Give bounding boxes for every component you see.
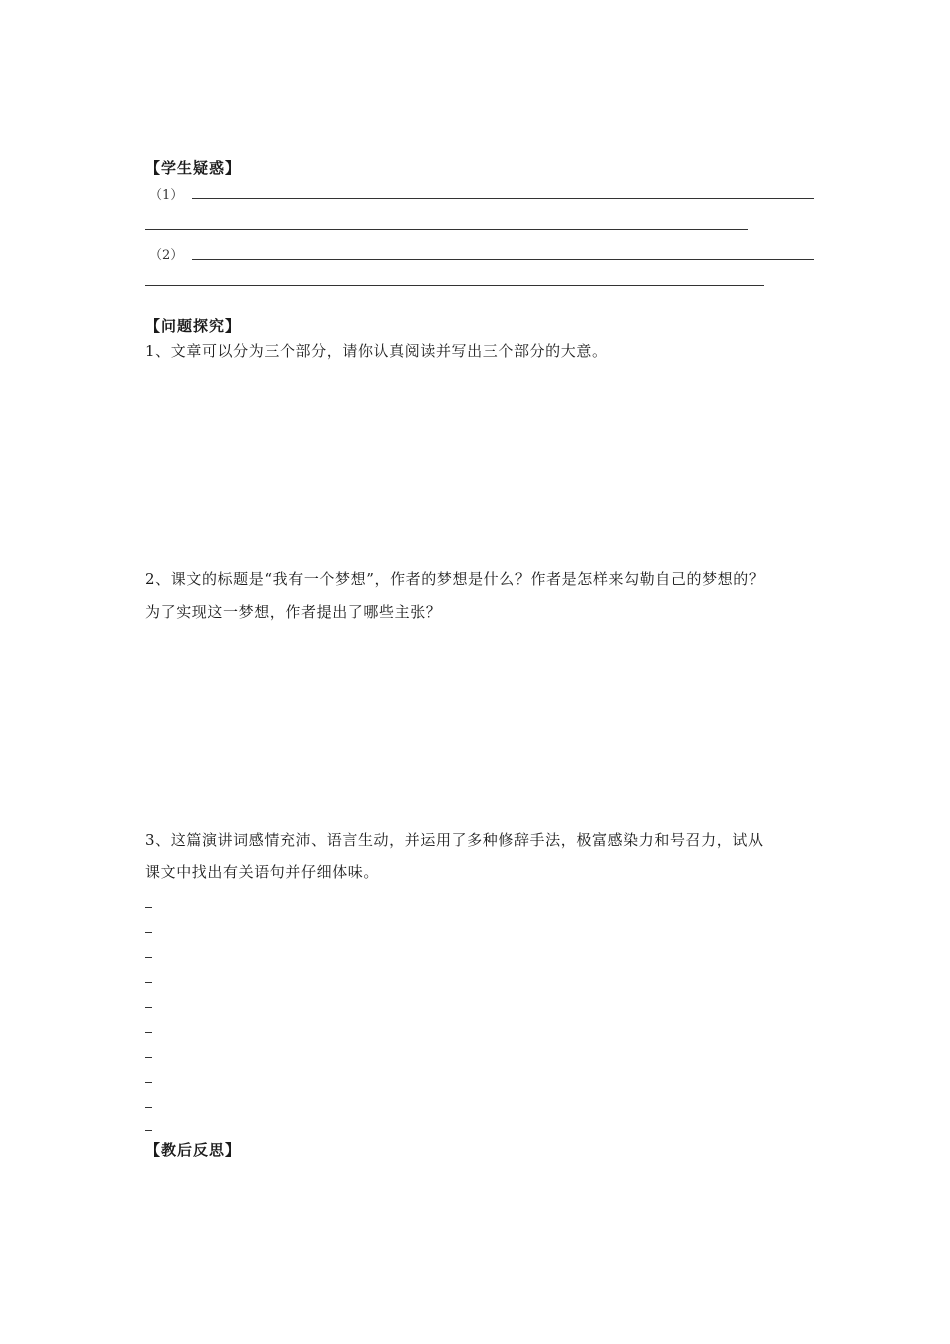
question-1: 1、文章可以分为三个部分，请你认真阅读并写出三个部分的大意。 [145,342,608,360]
answer-mark [145,1032,152,1033]
doubt-item-2-answer-line-2[interactable] [145,285,764,286]
answer-mark [145,1082,152,1083]
answer-mark [145,982,152,983]
answer-mark [145,1130,152,1131]
section-heading-teaching-reflection: 【教后反思】 [145,1141,242,1159]
answer-mark [145,907,152,908]
answer-mark [145,1107,152,1108]
answer-mark [145,957,152,958]
answer-mark [145,932,152,933]
doubt-item-1-label: （1） [149,188,184,203]
question-2-line-2: 为了实现这一梦想，作者提出了哪些主张？ [145,603,442,621]
question-2-line-1: 2、课文的标题是“我有一个梦想”，作者的梦想是什么？作者是怎样来勾勒自己的梦想的？ [145,570,765,588]
doubt-item-2-label: （2） [149,248,184,263]
section-heading-problem-inquiry: 【问题探究】 [145,317,242,335]
question-3-line-1: 3、这篇演讲词感情充沛、语言生动，并运用了多种修辞手法，极富感染力和号召力，试从 [145,831,764,849]
answer-mark [145,1007,152,1008]
doubt-item-1-answer-line-2[interactable] [145,229,748,230]
question-3-line-2: 课文中找出有关语句并仔细体味。 [145,863,380,881]
doubt-item-2-answer-line-1[interactable] [192,259,814,260]
answer-mark [145,1057,152,1058]
section-heading-student-doubts: 【学生疑惑】 [145,159,242,177]
doubt-item-1-answer-line-1[interactable] [192,198,814,199]
